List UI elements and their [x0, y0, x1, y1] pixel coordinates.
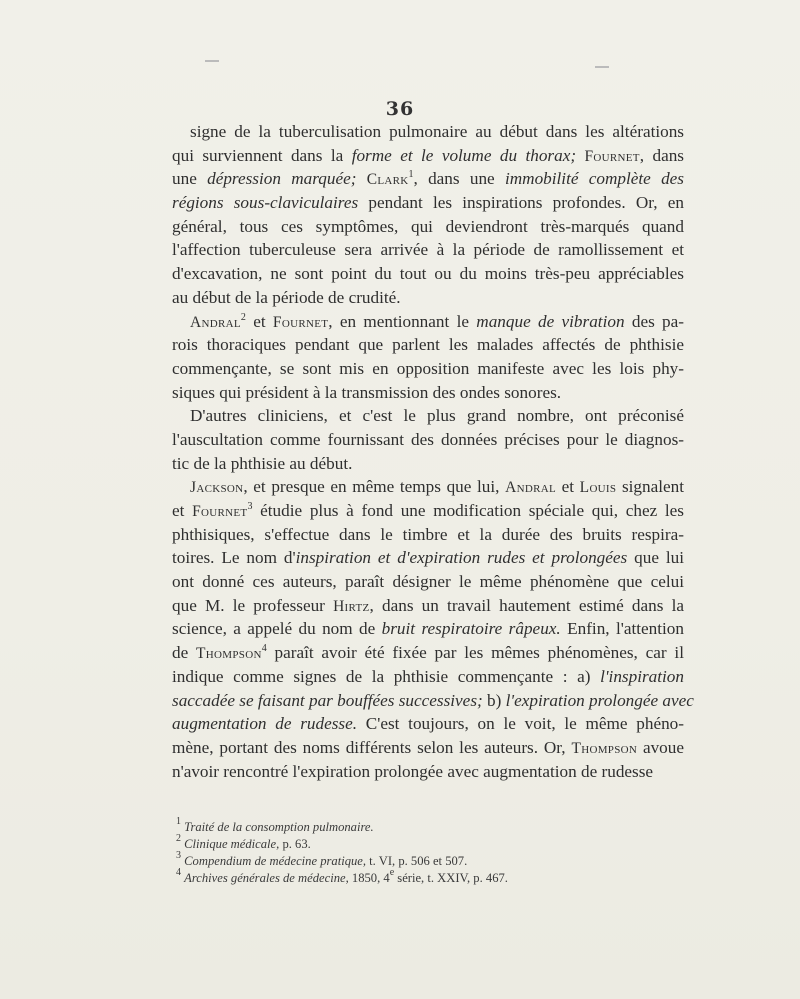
text-run: , en mentionnant le — [328, 311, 477, 331]
text-run: et — [172, 501, 193, 520]
footnote-ref: 3 — [247, 501, 253, 512]
text-run: une — [172, 169, 208, 189]
page-number: 36 — [385, 98, 415, 120]
text-run: général, tous ces symptômes, qui deviendront très-marqués quand — [172, 216, 684, 236]
footnote-ref: 1 — [176, 816, 181, 827]
text-line — [172, 357, 684, 381]
text-run: d'excavation, ne sont point du tout ou du moins très-peu appréciables — [172, 264, 684, 284]
text-line — [172, 404, 684, 428]
text-line — [172, 333, 684, 357]
text-run: signe de la tuberculisation pulmonaire au début dans les altérations — [190, 122, 684, 141]
author-name: Thompson — [196, 645, 262, 663]
text-line — [172, 712, 684, 736]
text-run: étudie plus à fond une modification spéciale qui, chez les — [252, 501, 684, 520]
author-name: Jackson — [190, 479, 244, 497]
body-text — [172, 120, 694, 783]
footnote-ref: e — [389, 866, 395, 878]
italic-text: dépression marquée; — [207, 169, 357, 189]
footnote-ref: 4 — [176, 866, 181, 878]
print-mark — [595, 66, 609, 68]
text-run: et — [556, 477, 580, 497]
italic-text: régions sous-claviculaires — [172, 193, 359, 213]
text-run: , dans un travail hautement estimé dans la — [369, 595, 684, 615]
text-run: n'avoir rencontré l'expiration prolongée avec augmentation de rudesse — [172, 761, 654, 781]
author-name: Clark — [366, 171, 409, 189]
text-line — [172, 215, 684, 239]
footnote-ref: 2 — [176, 832, 181, 844]
italic-text: immobilité complète des — [504, 169, 684, 189]
footnote — [172, 849, 684, 870]
text-run: série, t. XXIV, p. 467. — [394, 870, 508, 885]
text-run: p. 63. — [279, 836, 311, 851]
footnote-ref: 2 — [240, 311, 246, 323]
text-line — [172, 262, 684, 286]
text-line — [172, 760, 684, 784]
text-run: l'affection tuberculeuse sera arrivée à la période de ramollissement et — [172, 240, 684, 260]
author-name: Fournet — [192, 503, 248, 520]
italic-text: Archives générales de médecine, — [184, 870, 349, 885]
author-name: Thompson — [571, 739, 638, 757]
text-run: Enfin, l'attention — [560, 619, 684, 639]
text-run: paraît avoir été fixée par les mêmes phénomènes, car il — [266, 643, 684, 663]
text-line — [172, 286, 684, 310]
italic-text: Traité de la consomption pulmonaire. — [184, 820, 374, 834]
text-run: signalent — [616, 477, 684, 497]
text-run: pendant les inspirations profondes. Or, en — [358, 193, 685, 213]
text-line — [172, 570, 684, 594]
text-line — [172, 452, 684, 476]
text-line — [172, 546, 684, 570]
text-run: et — [245, 311, 273, 331]
italic-text: l'expiration prolongée avec — [505, 690, 694, 710]
text-line — [172, 617, 684, 641]
text-line — [172, 641, 684, 665]
text-line — [172, 120, 684, 144]
text-run: de — [172, 643, 197, 663]
text-run: 1850, 4 — [348, 870, 390, 885]
text-line — [172, 428, 684, 452]
author-name: Andral — [505, 479, 556, 497]
footnote — [172, 866, 684, 887]
text-run: que M. le professeur — [172, 595, 334, 615]
text-line — [172, 144, 684, 168]
text-run: indique comme signes de la phthisie commençante : a) — [172, 666, 601, 686]
author-name: Andral — [190, 313, 241, 331]
text-run: tic de la phthisie au début. — [172, 453, 353, 473]
text-run: science, a appelé du nom de — [172, 619, 382, 639]
text-line — [172, 310, 684, 334]
text-line — [172, 665, 684, 689]
text-run: , dans — [639, 145, 684, 165]
footnote-ref: 3 — [176, 849, 181, 861]
text-line — [172, 191, 684, 215]
text-run: l'auscultation comme fournissant des données précises pour le diagnos- — [172, 429, 684, 449]
text-run: mène, portant des noms différents selon les auteurs. Or, — [172, 737, 572, 757]
text-run: ont donné ces auteurs, paraît désigner le même phénomène que celui — [172, 572, 684, 592]
italic-text: augmentation de rudesse. — [172, 714, 358, 734]
text-run: qui surviennent dans la — [172, 145, 352, 165]
text-line — [172, 523, 684, 547]
text-run: au début de la période de crudité. — [172, 287, 401, 307]
italic-text: bruit respiratoire râpeux. — [381, 619, 561, 639]
author-name: Fournet — [272, 313, 329, 331]
text-run: toires. Le nom d' — [172, 548, 296, 568]
text-run: , et presque en même temps que lui, — [243, 477, 506, 497]
italic-text: forme et le volume du thorax; — [351, 145, 577, 165]
author-name: Louis — [579, 479, 617, 497]
footnote-ref: 1 — [408, 169, 414, 181]
text-run: des pa- — [624, 311, 685, 331]
italic-text: Clinique médicale, — [184, 836, 280, 851]
text-run: phthisiques, s'effectue dans le timbre et la durée des bruits respira- — [172, 524, 684, 544]
footnote — [172, 816, 684, 836]
text-run: , dans une — [413, 169, 505, 189]
italic-text: inspiration et d'expiration rudes et prolongées — [295, 548, 628, 568]
text-run — [356, 169, 366, 188]
italic-text: l'inspiration — [600, 666, 684, 686]
footnote-ref: 4 — [261, 643, 267, 655]
text-line — [172, 381, 684, 405]
footnote — [172, 832, 684, 853]
text-run: D'autres cliniciens, et c'est le plus grand nombre, ont préconisé — [190, 406, 684, 426]
author-name: Hirtz — [333, 597, 370, 615]
text-run: b) — [482, 690, 506, 710]
italic-text: Compendium de médecine pratique, — [184, 853, 367, 868]
text-line — [172, 736, 684, 760]
text-line — [172, 167, 684, 191]
text-run: avoue — [637, 737, 684, 757]
text-line — [172, 499, 684, 523]
text-line — [172, 594, 684, 618]
text-run: C'est toujours, on le voit, le même phéno- — [357, 714, 684, 734]
text-run: siques qui président à la transmission des ondes sonores. — [172, 382, 562, 402]
print-mark — [205, 60, 219, 62]
text-line — [172, 689, 694, 713]
author-name: Fournet — [584, 147, 640, 165]
italic-text: manque de vibration — [476, 311, 625, 331]
text-run: que lui — [627, 548, 684, 568]
footnotes — [172, 816, 684, 887]
text-run: rois thoraciques pendant que parlent les malades affectés de phthisie — [172, 335, 684, 355]
italic-text: saccadée se faisant par bouffées successives; — [172, 690, 483, 710]
text-run: commençante, se sont mis en opposition manifeste avec les lois phy- — [172, 358, 684, 378]
text-line — [172, 238, 684, 262]
text-run: t. VI, p. 506 et 507. — [366, 853, 468, 868]
text-line — [172, 475, 684, 499]
